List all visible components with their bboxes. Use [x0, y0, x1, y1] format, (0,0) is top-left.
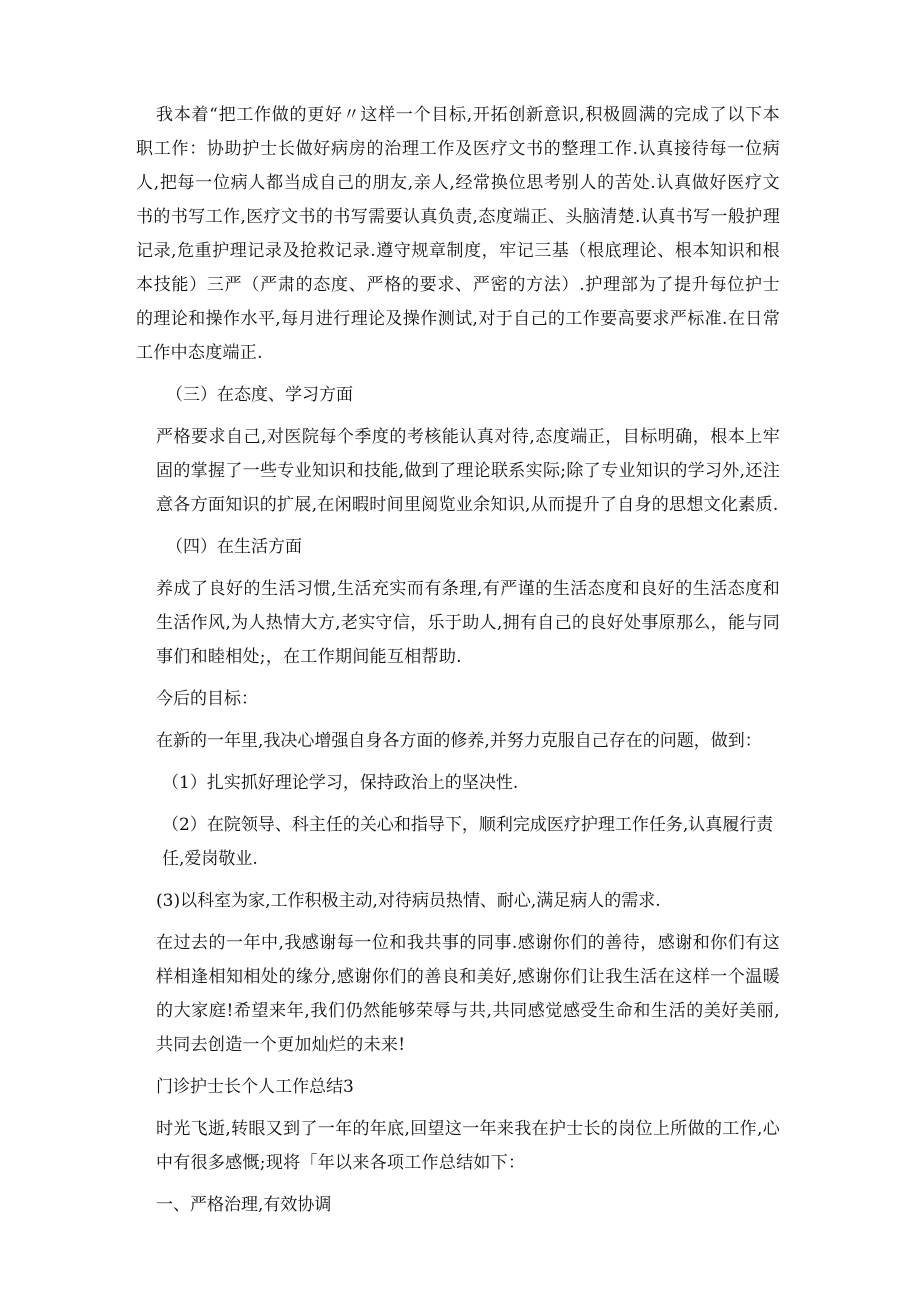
section-title: 门诊护士长个人工作总结3 — [156, 1077, 354, 1097]
heading-attitude-study: （三）在态度、学习方面 — [166, 385, 353, 405]
list-item-2: （2）在院领导、科主任的关心和指导下，顺利完成医疗护理工作任务,认真履行责任,爱岗敬业. — [162, 815, 774, 869]
paragraph-attitude-study: 严格要求自己,对医院每个季度的考核能认真对待,态度端正，目标明确，根本上牢固的掌握了一些专业知识和技能,做到了理论联系实际;除了专业知识的学习外,还注意各方面知识的扩展,在闲暇时间里阅览业余知识,从而提升了自身的思想文化素质. — [156, 427, 780, 515]
heading-future-goals: 今后的目标： — [156, 689, 258, 709]
paragraph-life: 养成了良好的生活习惯,生活充实而有条理,有严谨的生活态度和良好的生活态度和生活作风,为人热情大方,老实守信，乐于助人,拥有自己的良好处事原那么，能与同事们和睦相处;，在工作期间能互相帮助. — [156, 579, 780, 667]
paragraph-new-year-resolve: 在新的一年里,我决心增强自身各方面的修养,并努力克服自己存在的问题，做到： — [156, 731, 762, 751]
paragraph-work-duties: 我本着“把工作做的更好〃这样一个目标,开拓创新意识,积极圆满的完成了以下本职工作：协助护士长做好病房的治理工作及医疗文书的整理工作.认真接待每一位病人,把每一位病人都当成自己的朋友,亲人,经常换位思考别人的苦处.认真做好医疗文书的书写工作,医疗文书的书写需要认真负责,态度端正、头脑清楚.认真书写一般护理记录,危重护理记录及抢救记录.遵守规章制度，牢记三基（根底理论、根本知识和根本技能）三严（严肃的态度、严格的要求、严密的方法）.护理部为了提升每位护士的理论和操作水平,每月进行理论及操作测试,对于自己的工作要高要求严标准.在日常工作中态度端正. — [136, 105, 780, 363]
heading-life: （四）在生活方面 — [166, 537, 302, 557]
heading-strict-management: 一、严格治理,有效协调 — [156, 1195, 332, 1215]
paragraph-thanks: 在过去的一年中,我感谢每一位和我共事的同事.感谢你们的善待，感谢和你们有这样相逢相知相处的缘分,感谢你们的善良和美好,感谢你们让我生活在这样一个温暖的大家庭!希望来年,我们仍然能够荣辱与共,共同感觉感受生命和生活的美好美丽,共同去创造一个更加灿烂的未来! — [156, 933, 780, 1055]
list-item-3: (3)以科室为家,工作积极主动,对待病员热情、耐心,满足病人的需求. — [156, 891, 661, 911]
paragraph-year-review: 时光飞逝,转眼又到了一年的年底,回望这一年来我在护士长的岗位上所做的工作,心中有很多感慨;现将「年以来各项工作总结如下： — [156, 1119, 780, 1173]
list-item-1: （1）扎实抓好理论学习，保持政治上的坚决性. — [162, 773, 519, 793]
